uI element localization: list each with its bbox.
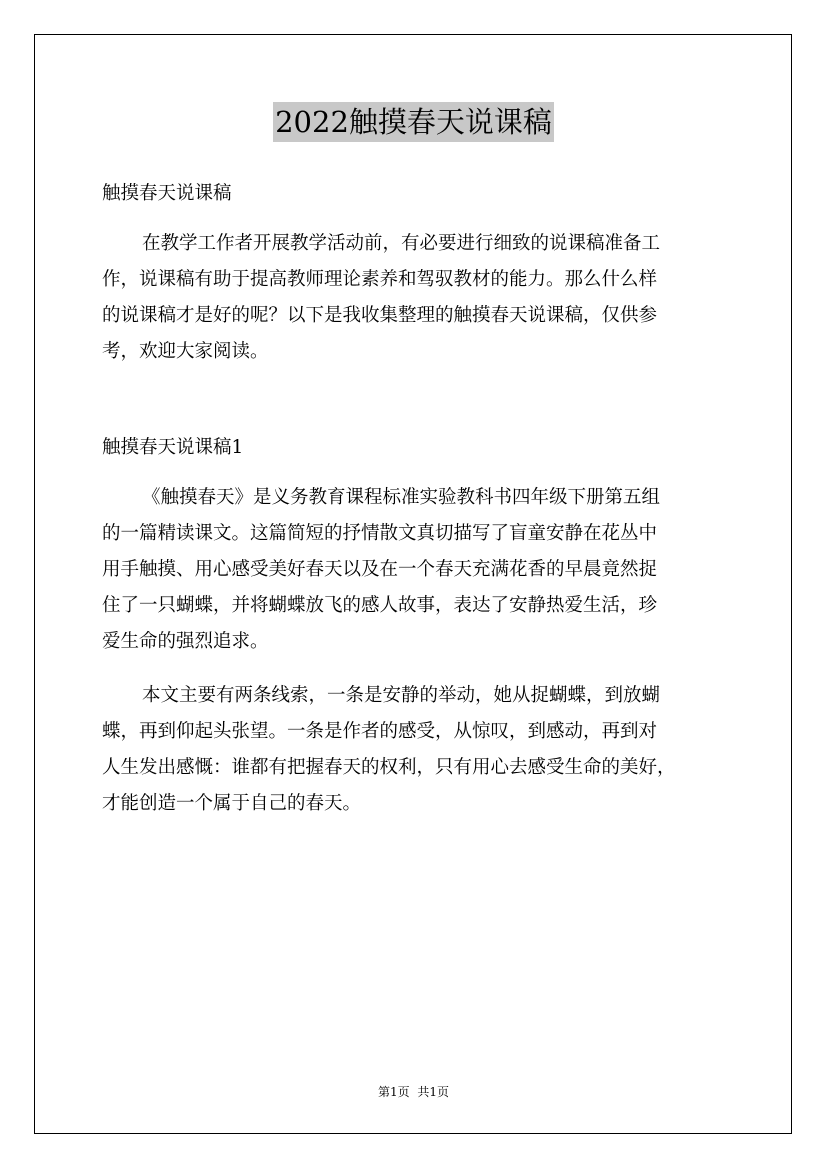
section-heading: 触摸春天说课稿1 <box>102 437 244 458</box>
page-number: 第1页 <box>377 1085 410 1099</box>
document-body <box>102 176 728 822</box>
page-footer <box>0 1083 827 1101</box>
paragraph-line: 在教学工作者开展教学活动前，有必要进行细致的说课稿准备工 <box>142 233 661 254</box>
section-paragraph <box>102 480 728 660</box>
title-container <box>0 102 827 142</box>
paragraph-line: 才能创造一个属于自己的春天。 <box>102 793 362 814</box>
paragraph-line: 考，欢迎大家阅读。 <box>102 341 269 362</box>
paragraph-line: 人生发出感慨：谁都有把握春天的权利，只有用心去感受生命的美好， <box>102 757 676 778</box>
paragraph-line: 用手触摸、用心感受美好春天以及在一个春天充满花香的早晨竟然捉 <box>102 559 658 580</box>
paragraph-line: 住了一只蝴蝶，并将蝴蝶放飞的感人故事，表达了安静热爱生活，珍 <box>102 595 658 616</box>
paragraph-line: 爱生命的强烈追求。 <box>102 631 269 652</box>
paragraph-line: 作，说课稿有助于提高教师理论素养和驾驭教材的能力。那么什么样 <box>102 269 658 290</box>
total-pages: 共1页 <box>417 1085 450 1099</box>
paragraph-line: 《触摸春天》是义务教育课程标准实验教科书四年级下册第五组 <box>142 487 661 508</box>
intro-paragraph <box>102 226 728 370</box>
section-paragraph <box>102 678 728 822</box>
paragraph-line: 本文主要有两条线索，一条是安静的举动，她从捉蝴蝶，到放蝴 <box>142 685 661 706</box>
paragraph-line: 的一篇精读课文。这篇简短的抒情散文真切描写了盲童安静在花丛中 <box>102 523 658 544</box>
paragraph-line: 蝶，再到仰起头张望。一条是作者的感受，从惊叹，到感动，再到对 <box>102 721 658 742</box>
intro-heading: 触摸春天说课稿 <box>102 183 232 204</box>
paragraph-line: 的说课稿才是好的呢？以下是我收集整理的触摸春天说课稿，仅供参 <box>102 305 658 326</box>
document-title: 2022触摸春天说课稿 <box>273 102 554 142</box>
